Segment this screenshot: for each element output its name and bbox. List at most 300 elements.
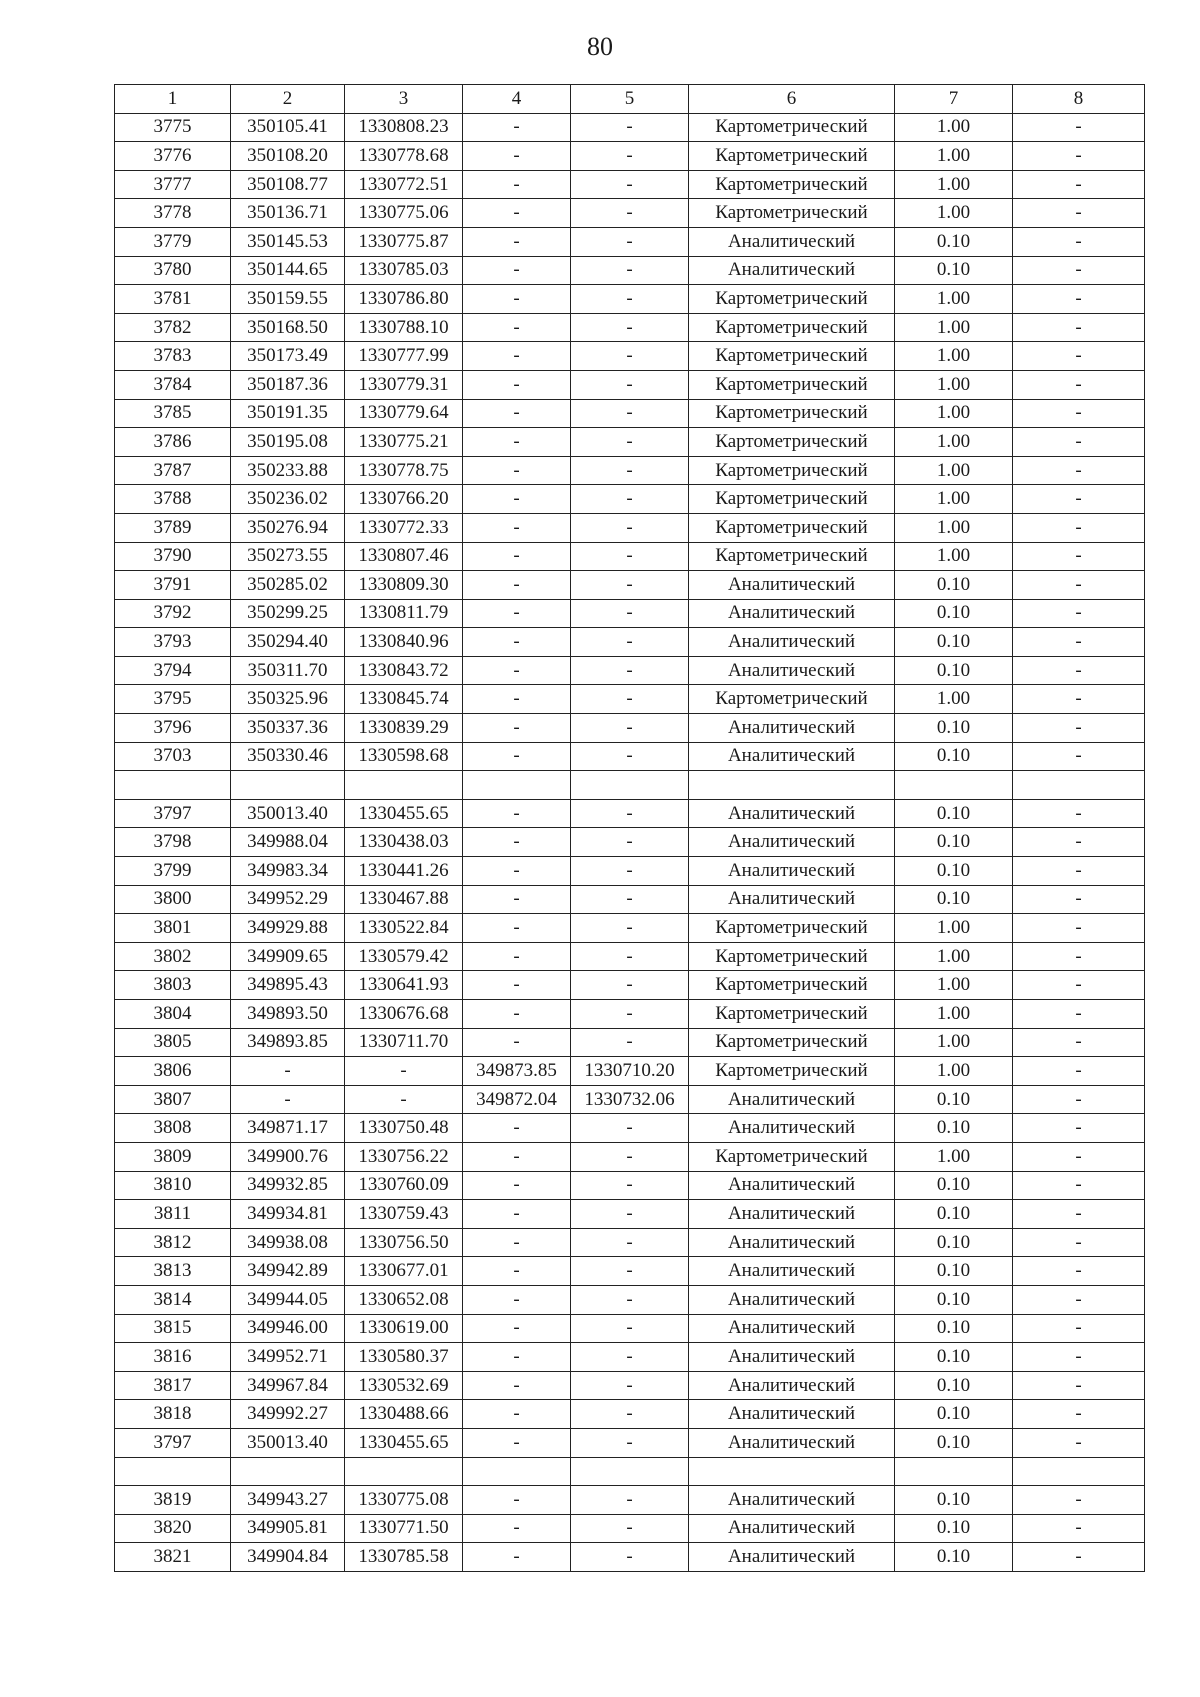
y-coordinate-cell: 1330756.22 [345,1142,463,1171]
description-cell: - [1013,113,1145,142]
method-cell: Аналитический [689,628,895,657]
accuracy-cell: 1.00 [895,971,1013,1000]
y-new-coordinate-cell: - [571,142,689,171]
accuracy-cell: 1.00 [895,1142,1013,1171]
x-new-coordinate-cell: - [463,1028,571,1057]
table-row [115,1314,1145,1343]
y-new-coordinate-cell: - [571,1514,689,1543]
table-row [115,1428,1145,1457]
x-new-coordinate-cell: - [463,1428,571,1457]
x-coordinate-cell: 349952.71 [231,1343,345,1372]
point-number-cell: 3808 [115,1114,231,1143]
y-new-coordinate-cell: - [571,742,689,771]
accuracy-cell: 1.00 [895,399,1013,428]
x-new-coordinate-cell: - [463,1200,571,1229]
accuracy-cell: 1.00 [895,1000,1013,1029]
table-row [115,942,1145,971]
y-new-coordinate-cell: - [571,1543,689,1572]
point-number-cell: 3805 [115,1028,231,1057]
x-new-coordinate-cell: - [463,714,571,743]
y-new-coordinate-cell: - [571,1400,689,1429]
x-coordinate-cell: 349932.85 [231,1171,345,1200]
accuracy-cell: 0.10 [895,742,1013,771]
table-row [115,1142,1145,1171]
method-cell: Картометрический [689,399,895,428]
table-row [115,571,1145,600]
table-row [115,742,1145,771]
column-header-2: 2 [231,85,345,114]
y-coordinate-cell: 1330760.09 [345,1171,463,1200]
description-cell: - [1013,1543,1145,1572]
description-cell: - [1013,971,1145,1000]
table-row [115,1228,1145,1257]
table-row [115,714,1145,743]
column-header-4: 4 [463,85,571,114]
description-cell: - [1013,170,1145,199]
y-new-coordinate-cell: - [571,628,689,657]
point-number-cell: 3821 [115,1543,231,1572]
method-cell: Аналитический [689,1428,895,1457]
point-number-cell: 3797 [115,1428,231,1457]
point-number-cell: 3796 [115,714,231,743]
point-number-cell: 3778 [115,199,231,228]
x-new-coordinate-cell: - [463,227,571,256]
method-cell: Картометрический [689,542,895,571]
table-row [115,857,1145,886]
table-row [115,1057,1145,1086]
x-new-coordinate-cell: - [463,1000,571,1029]
point-number-cell: 3813 [115,1257,231,1286]
x-new-coordinate-cell: - [463,942,571,971]
x-coordinate-cell: 350159.55 [231,285,345,314]
method-cell [689,771,895,800]
accuracy-cell: 1.00 [895,685,1013,714]
method-cell: Аналитический [689,256,895,285]
x-new-coordinate-cell: - [463,199,571,228]
x-new-coordinate-cell: - [463,370,571,399]
y-new-coordinate-cell: - [571,1314,689,1343]
x-new-coordinate-cell: - [463,1400,571,1429]
point-number-cell: 3794 [115,656,231,685]
method-cell: Картометрический [689,1057,895,1086]
point-number-cell: 3818 [115,1400,231,1429]
description-cell: - [1013,1028,1145,1057]
table-row [115,656,1145,685]
x-new-coordinate-cell: - [463,1257,571,1286]
description-cell: - [1013,1400,1145,1429]
description-cell: - [1013,1371,1145,1400]
y-coordinate-cell: 1330759.43 [345,1200,463,1229]
y-coordinate-cell: 1330785.03 [345,256,463,285]
accuracy-cell: 0.10 [895,571,1013,600]
description-cell: - [1013,399,1145,428]
x-coordinate-cell: 350311.70 [231,656,345,685]
x-new-coordinate-cell: - [463,914,571,943]
x-coordinate-cell: 350285.02 [231,571,345,600]
table-row [115,885,1145,914]
description-cell: - [1013,1314,1145,1343]
y-coordinate-cell: 1330778.75 [345,456,463,485]
description-cell: - [1013,685,1145,714]
x-coordinate-cell: 349895.43 [231,971,345,1000]
point-number-cell: 3786 [115,428,231,457]
y-new-coordinate-cell: - [571,1428,689,1457]
y-coordinate-cell: 1330455.65 [345,1428,463,1457]
point-number-cell: 3801 [115,914,231,943]
y-new-coordinate-cell: - [571,1371,689,1400]
y-coordinate-cell: 1330772.51 [345,170,463,199]
x-new-coordinate-cell: - [463,971,571,1000]
x-coordinate-cell: 349900.76 [231,1142,345,1171]
y-coordinate-cell: 1330778.68 [345,142,463,171]
y-coordinate-cell: 1330779.31 [345,370,463,399]
description-cell: - [1013,942,1145,971]
table-row [115,199,1145,228]
y-new-coordinate-cell: - [571,1285,689,1314]
y-new-coordinate-cell: - [571,942,689,971]
point-number-cell: 3807 [115,1085,231,1114]
point-number-cell: 3782 [115,313,231,342]
x-coordinate-cell: 349934.81 [231,1200,345,1229]
method-cell: Картометрический [689,971,895,1000]
description-cell: - [1013,542,1145,571]
table-row [115,1543,1145,1572]
description-cell: - [1013,1228,1145,1257]
method-cell: Аналитический [689,1514,895,1543]
accuracy-cell: 0.10 [895,1228,1013,1257]
y-coordinate-cell: 1330771.50 [345,1514,463,1543]
method-cell: Картометрический [689,513,895,542]
column-header-7: 7 [895,85,1013,114]
y-coordinate-cell: 1330840.96 [345,628,463,657]
x-coordinate-cell: 350191.35 [231,399,345,428]
accuracy-cell: 0.10 [895,1085,1013,1114]
point-number-cell: 3795 [115,685,231,714]
x-coordinate-cell: 350325.96 [231,685,345,714]
y-new-coordinate-cell: - [571,685,689,714]
x-new-coordinate-cell: - [463,1314,571,1343]
x-new-coordinate-cell: - [463,313,571,342]
method-cell: Картометрический [689,342,895,371]
y-coordinate-cell: 1330809.30 [345,571,463,600]
point-number-cell: 3803 [115,971,231,1000]
description-cell: - [1013,199,1145,228]
x-new-coordinate-cell: - [463,599,571,628]
point-number-cell: 3817 [115,1371,231,1400]
x-new-coordinate-cell: - [463,170,571,199]
table-row [115,1171,1145,1200]
method-cell: Картометрический [689,113,895,142]
table-row [115,1400,1145,1429]
method-cell: Аналитический [689,714,895,743]
x-coordinate-cell: 350187.36 [231,370,345,399]
x-coordinate-cell: 350195.08 [231,428,345,457]
description-cell: - [1013,1200,1145,1229]
accuracy-cell: 1.00 [895,170,1013,199]
description-cell: - [1013,1000,1145,1029]
x-coordinate-cell: - [231,1085,345,1114]
table-row [115,370,1145,399]
y-coordinate-cell: 1330750.48 [345,1114,463,1143]
description-cell: - [1013,1343,1145,1372]
description-cell: - [1013,370,1145,399]
table-row [115,799,1145,828]
description-cell: - [1013,256,1145,285]
y-coordinate-cell: 1330766.20 [345,485,463,514]
y-coordinate-cell: 1330775.21 [345,428,463,457]
y-new-coordinate-cell: - [571,1142,689,1171]
description-cell: - [1013,142,1145,171]
y-new-coordinate-cell: - [571,571,689,600]
y-coordinate-cell: 1330441.26 [345,857,463,886]
x-coordinate-cell: 350233.88 [231,456,345,485]
table-row [115,1085,1145,1114]
x-coordinate-cell: - [231,1057,345,1086]
x-coordinate-cell: 350144.65 [231,256,345,285]
point-number-cell: 3810 [115,1171,231,1200]
y-new-coordinate-cell: - [571,170,689,199]
x-new-coordinate-cell: - [463,828,571,857]
x-coordinate-cell: 349988.04 [231,828,345,857]
column-header-8: 8 [1013,85,1145,114]
y-coordinate-cell: 1330641.93 [345,971,463,1000]
y-new-coordinate-cell: 1330732.06 [571,1085,689,1114]
table-row [115,285,1145,314]
y-coordinate-cell: 1330598.68 [345,742,463,771]
point-number-cell: 3802 [115,942,231,971]
method-cell: Картометрический [689,142,895,171]
method-cell: Картометрический [689,370,895,399]
method-cell: Картометрический [689,1142,895,1171]
method-cell: Картометрический [689,485,895,514]
table-row [115,685,1145,714]
table-row [115,1343,1145,1372]
y-coordinate-cell: 1330775.87 [345,227,463,256]
table-row [115,971,1145,1000]
y-coordinate-cell: 1330467.88 [345,885,463,914]
point-number-cell: 3789 [115,513,231,542]
description-cell: - [1013,1486,1145,1515]
accuracy-cell: 0.10 [895,599,1013,628]
x-coordinate-cell: 350299.25 [231,599,345,628]
table-row [115,1028,1145,1057]
table-separator-row [115,1457,1145,1486]
x-coordinate-cell: 350145.53 [231,227,345,256]
y-coordinate-cell: 1330775.08 [345,1486,463,1515]
method-cell: Аналитический [689,1400,895,1429]
x-new-coordinate-cell: - [463,513,571,542]
accuracy-cell: 1.00 [895,285,1013,314]
y-coordinate-cell: - [345,1085,463,1114]
point-number-cell: 3790 [115,542,231,571]
x-new-coordinate-cell: - [463,456,571,485]
table-row [115,542,1145,571]
y-new-coordinate-cell: - [571,1486,689,1515]
description-cell: - [1013,1171,1145,1200]
description-cell: - [1013,428,1145,457]
x-new-coordinate-cell: - [463,685,571,714]
x-coordinate-cell [231,1457,345,1486]
x-new-coordinate-cell: - [463,656,571,685]
point-number-cell: 3783 [115,342,231,371]
y-coordinate-cell: 1330438.03 [345,828,463,857]
point-number-cell: 3779 [115,227,231,256]
x-new-coordinate-cell [463,1457,571,1486]
x-new-coordinate-cell: 349873.85 [463,1057,571,1086]
point-number-cell: 3812 [115,1228,231,1257]
description-cell: - [1013,742,1145,771]
y-new-coordinate-cell: - [571,542,689,571]
accuracy-cell: 1.00 [895,542,1013,571]
table-row [115,628,1145,657]
point-number-cell: 3797 [115,799,231,828]
accuracy-cell: 1.00 [895,142,1013,171]
x-new-coordinate-cell: - [463,285,571,314]
y-coordinate-cell: 1330788.10 [345,313,463,342]
method-cell: Картометрический [689,914,895,943]
y-new-coordinate-cell: - [571,971,689,1000]
y-new-coordinate-cell: - [571,1228,689,1257]
x-coordinate-cell: 350013.40 [231,799,345,828]
x-coordinate-cell: 350273.55 [231,542,345,571]
description-cell: - [1013,857,1145,886]
point-number-cell: 3791 [115,571,231,600]
y-new-coordinate-cell: - [571,1171,689,1200]
description-cell: - [1013,456,1145,485]
x-coordinate-cell: 350108.20 [231,142,345,171]
y-coordinate-cell: 1330711.70 [345,1028,463,1057]
table-row [115,113,1145,142]
point-number-cell: 3804 [115,1000,231,1029]
accuracy-cell: 0.10 [895,256,1013,285]
y-new-coordinate-cell: - [571,885,689,914]
description-cell [1013,1457,1145,1486]
x-coordinate-cell: 349893.85 [231,1028,345,1057]
x-coordinate-cell: 350337.36 [231,714,345,743]
accuracy-cell: 0.10 [895,628,1013,657]
x-new-coordinate-cell: - [463,1228,571,1257]
x-new-coordinate-cell: - [463,628,571,657]
accuracy-cell: 1.00 [895,113,1013,142]
x-coordinate-cell: 350105.41 [231,113,345,142]
accuracy-cell: 1.00 [895,199,1013,228]
accuracy-cell: 0.10 [895,828,1013,857]
x-new-coordinate-cell: - [463,1543,571,1572]
x-coordinate-cell: 350013.40 [231,1428,345,1457]
description-cell: - [1013,1285,1145,1314]
method-cell: Аналитический [689,1228,895,1257]
y-coordinate-cell: 1330619.00 [345,1314,463,1343]
accuracy-cell: 0.10 [895,799,1013,828]
x-new-coordinate-cell: - [463,428,571,457]
y-coordinate-cell: 1330652.08 [345,1285,463,1314]
accuracy-cell: 1.00 [895,485,1013,514]
x-new-coordinate-cell: - [463,1171,571,1200]
method-cell: Картометрический [689,199,895,228]
point-number-cell: 3788 [115,485,231,514]
x-new-coordinate-cell: - [463,1142,571,1171]
method-cell: Картометрический [689,456,895,485]
y-new-coordinate-cell: - [571,714,689,743]
x-coordinate-cell: 349929.88 [231,914,345,943]
y-new-coordinate-cell: - [571,199,689,228]
method-cell: Аналитический [689,742,895,771]
x-coordinate-cell: 349909.65 [231,942,345,971]
table-row [115,399,1145,428]
y-coordinate-cell: 1330455.65 [345,799,463,828]
x-coordinate-cell: 350276.94 [231,513,345,542]
point-number-cell: 3799 [115,857,231,886]
method-cell: Аналитический [689,1285,895,1314]
table-row [115,1000,1145,1029]
accuracy-cell: 0.10 [895,656,1013,685]
method-cell: Картометрический [689,170,895,199]
point-number-cell: 3793 [115,628,231,657]
y-coordinate-cell: 1330775.06 [345,199,463,228]
table-row [115,227,1145,256]
y-new-coordinate-cell: - [571,799,689,828]
table-row [115,485,1145,514]
accuracy-cell: 0.10 [895,1486,1013,1515]
accuracy-cell: 0.10 [895,1171,1013,1200]
table-row [115,170,1145,199]
x-coordinate-cell: 349983.34 [231,857,345,886]
y-new-coordinate-cell: - [571,656,689,685]
y-coordinate-cell: 1330772.33 [345,513,463,542]
y-coordinate-cell: 1330579.42 [345,942,463,971]
point-number-cell: 3806 [115,1057,231,1086]
description-cell: - [1013,513,1145,542]
table-row [115,456,1145,485]
x-coordinate-cell: 349871.17 [231,1114,345,1143]
method-cell: Картометрический [689,313,895,342]
method-cell: Картометрический [689,428,895,457]
x-new-coordinate-cell: - [463,742,571,771]
description-cell: - [1013,1428,1145,1457]
x-new-coordinate-cell: - [463,571,571,600]
accuracy-cell: 0.10 [895,714,1013,743]
accuracy-cell: 0.10 [895,1428,1013,1457]
accuracy-cell: 0.10 [895,1400,1013,1429]
x-new-coordinate-cell [463,771,571,800]
y-new-coordinate-cell: - [571,599,689,628]
table-row [115,1486,1145,1515]
table-header-row [115,85,1145,114]
x-coordinate-cell: 349944.05 [231,1285,345,1314]
column-header-6: 6 [689,85,895,114]
y-coordinate-cell [345,771,463,800]
y-coordinate-cell: 1330677.01 [345,1257,463,1286]
y-coordinate-cell: 1330779.64 [345,399,463,428]
y-coordinate-cell: 1330808.23 [345,113,463,142]
table-row [115,1514,1145,1543]
table-row [115,1285,1145,1314]
point-number-cell: 3703 [115,742,231,771]
x-new-coordinate-cell: - [463,342,571,371]
accuracy-cell: 0.10 [895,857,1013,886]
method-cell: Аналитический [689,599,895,628]
point-number-cell: 3800 [115,885,231,914]
description-cell: - [1013,1142,1145,1171]
accuracy-cell: 0.10 [895,1543,1013,1572]
y-coordinate-cell: 1330580.37 [345,1343,463,1372]
y-new-coordinate-cell: - [571,1257,689,1286]
column-header-1: 1 [115,85,231,114]
x-new-coordinate-cell: - [463,113,571,142]
method-cell: Аналитический [689,799,895,828]
y-coordinate-cell: 1330811.79 [345,599,463,628]
method-cell: Аналитический [689,828,895,857]
